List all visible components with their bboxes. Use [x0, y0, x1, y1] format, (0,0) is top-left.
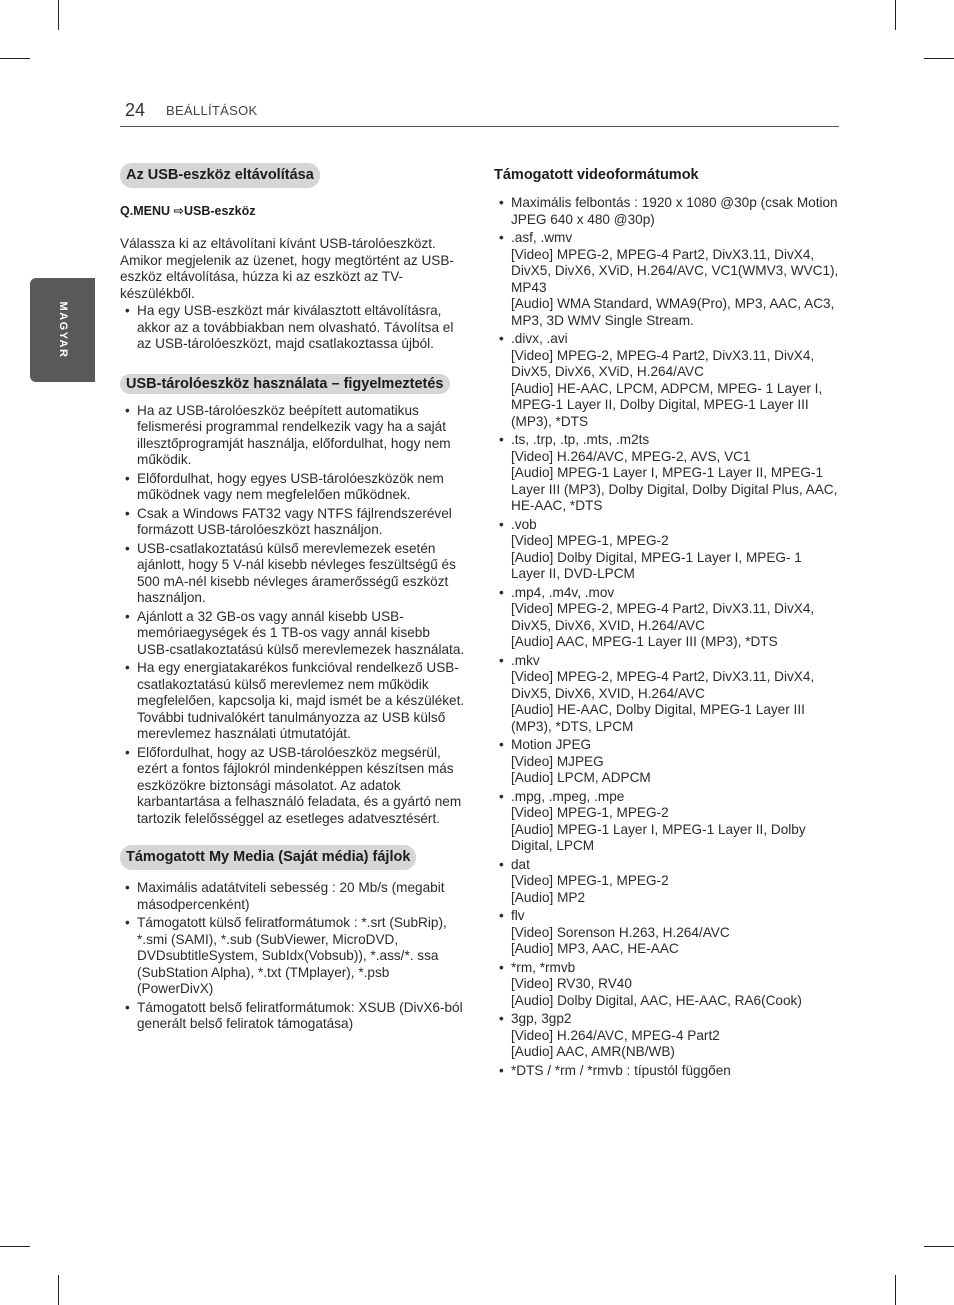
format-item: [494, 517, 839, 583]
format-detail: [Audio] LPCM, ADPCM: [511, 770, 651, 785]
format-detail: [Audio] MPEG-1 Layer I, MPEG-1 Layer II, MPEG-1 Layer III (MP3), Dolby Digital, Dolby Digital Plus, AAC, HE-AAC, *DTS: [511, 465, 838, 513]
video-formats-heading: Támogatott videoformátumok: [494, 167, 699, 183]
format-item: [494, 789, 839, 855]
list-item: • Csak a Windows FAT32 vagy NTFS fájlrendszerével formázott USB-tárolóeszközt használjon.: [120, 506, 465, 539]
section-heading: Az USB-eszköz eltávolítása: [120, 163, 320, 188]
list-item: • Ha egy energiatakarékos funkcióval rendelkező USB-csatlakoztatású külső merevlemez nem működik megfelelően, kapcsolja ki, majd ismét be a készüléket. További tudnivalókért tanulmányozza az USB külső merevlemez használati útmutatóját.: [120, 660, 465, 743]
menu-path-prefix: Q.MENU: [120, 204, 174, 218]
format-item: [494, 653, 839, 736]
format-name: • *rm, *rmvb: [511, 959, 576, 975]
list-item: • Maximális adatátviteli sebesség : 20 Mb/s (megabit másodpercenként): [120, 880, 465, 913]
format-name: • Maximális felbontás : 1920 x 1080 @30p (csak Motion JPEG 640 x 480 @30p): [511, 195, 838, 227]
language-tab: [30, 278, 95, 382]
format-name: • .asf, .wmv: [511, 230, 573, 245]
crop-mark: [58, 1275, 59, 1305]
format-name: • *DTS / *rm / *rmvb : típustól függően: [511, 1062, 731, 1078]
format-name: • .ts, .trp, .tp, .mts, .m2ts: [511, 432, 650, 447]
list-item: • Előfordulhat, hogy az USB-tárolóeszköz megsérül, ezért a fontos fájlokról mindenképpen készítsen más eszközökre biztonsági másolatot. Az adatok karbantartása a felhasználó feladata, és a gyártó nem tartozik felelősséggel az esetleges adatvesztésért.: [120, 745, 465, 828]
format-item: [494, 230, 839, 329]
format-item: [494, 1063, 839, 1080]
list-item: • Ha az USB-tárolóeszköz beépített automatikus felismerési programmal rendelkezik vagy ha a saját illesztőprogramját használja, előfordulhat, hogy nem működik.: [120, 403, 465, 469]
format-detail: [Video] MPEG-2, MPEG-4 Part2, DivX3.11, DivX4, DivX5, DivX6, XVID, H.264/AVC: [511, 669, 815, 701]
format-detail: [Audio] Dolby Digital, AAC, HE-AAC, RA6(Cook): [511, 992, 802, 1008]
format-detail: [Video] MPEG-1, MPEG-2: [511, 805, 669, 820]
page-number: 24: [125, 100, 146, 120]
crop-mark: [0, 1246, 30, 1247]
menu-path: [120, 203, 465, 218]
format-item: [494, 857, 839, 907]
bullet-list: [120, 880, 465, 1033]
page-header: [120, 96, 839, 127]
format-name: • dat: [511, 856, 530, 872]
format-detail: [Audio] AAC, AMR(NB/WB): [511, 1044, 675, 1059]
crop-mark: [0, 58, 30, 59]
format-item: [494, 1011, 839, 1061]
format-item: [494, 432, 839, 515]
format-name: • Motion JPEG: [511, 737, 592, 752]
crop-mark: [895, 1275, 896, 1305]
format-name: • flv: [511, 908, 525, 923]
format-item: [494, 960, 839, 1010]
list-item: • Ha egy USB-eszközt már kiválasztott eltávolításra, akkor az a továbbiakban nem olvasható. Távolítsa el az USB-tárolóeszközt, majd csatlakoztassa újból.: [120, 303, 465, 353]
format-name: • 3gp, 3gp2: [511, 1011, 572, 1026]
list-item: • Támogatott belső feliratformátumok: XSUB (DivX6-ból generált belső feliratok támogatása): [120, 1000, 465, 1033]
usb-remove-section: [120, 163, 465, 353]
format-name: • .mpg, .mpeg, .mpe: [511, 788, 625, 804]
format-detail: [Audio] MP3, AAC, HE-AAC: [511, 941, 679, 956]
format-detail: [Audio] AAC, MPEG-1 Layer III (MP3), *DTS: [511, 634, 778, 649]
format-item: [494, 585, 839, 651]
list-item: • USB-csatlakoztatású külső merevlemezek esetén ajánlott, hogy 5 V-nál kisebb névleges feszültségű és 500 mA-nél kisebb névleges áramerősségű eszközt használjon.: [120, 541, 465, 607]
bullet-list: [120, 303, 465, 353]
format-name: • .vob: [511, 516, 537, 532]
format-name: • .mp4, .m4v, .mov: [511, 584, 615, 600]
paragraph: Válassza ki az eltávolítani kívánt USB-tárolóeszközt. Amikor megjelenik az üzenet, hogy megtörtént az USB-eszköz eltávolítása, húzza ki az eszközt az TV-készülékből.: [120, 236, 454, 301]
language-tab-label: MAGYAR: [56, 301, 69, 359]
crop-mark: [895, 0, 896, 30]
format-detail: [Audio] HE-AAC, Dolby Digital, MPEG-1 Layer III (MP3), *DTS, LPCM: [511, 702, 805, 734]
usb-warning-section: [120, 373, 465, 828]
format-detail: [Video] MPEG-2, MPEG-4 Part2, DivX3.11, DivX4, DivX5, DivX6, XVID, H.264/AVC: [511, 601, 815, 633]
format-name: • .divx, .avi: [511, 331, 568, 346]
list-item: • Előfordulhat, hogy egyes USB-tárolóeszközök nem működnek vagy nem megfelelően működnek.: [120, 471, 465, 504]
section-heading: [120, 373, 465, 395]
crop-mark: [58, 0, 59, 30]
format-detail: [Video] MJPEG: [511, 753, 604, 769]
format-name: • .mkv: [511, 652, 540, 668]
video-formats-list: [494, 195, 839, 1079]
arrow-icon: ⇨: [173, 204, 184, 218]
format-detail: [Audio] MPEG-1 Layer I, MPEG-1 Layer II, Dolby Digital, LPCM: [511, 821, 806, 853]
format-item: [494, 195, 839, 228]
format-detail: [Audio] WMA Standard, WMA9(Pro), MP3, AAC, AC3, MP3, 3D WMV Single Stream.: [511, 296, 835, 328]
format-item: [494, 737, 839, 787]
list-item: • Ajánlott a 32 GB-os vagy annál kisebb USB-memóriaegységek és 1 TB-os vagy annál kisebb USB-csatlakoztatású külső merevlemezek használata.: [120, 609, 465, 659]
section-name: BEÁLLÍTÁSOK: [166, 103, 258, 118]
format-detail: [Video] MPEG-2, MPEG-4 Part2, DivX3.11, DivX4, DivX5, DivX6, XViD, H.264/AVC: [511, 347, 815, 379]
crop-mark: [924, 58, 954, 59]
section-heading-text: USB-tárolóeszköz használata – figyelmeztetés: [120, 374, 450, 394]
format-detail: [Audio] Dolby Digital, MPEG-1 Layer I, MPEG- 1 Layer II, DVD-LPCM: [511, 549, 802, 581]
format-detail: [Video] MPEG-1, MPEG-2: [511, 533, 669, 548]
section-heading: Támogatott My Media (Saját média) fájlok: [120, 845, 416, 870]
format-detail: [Video] Sorenson H.263, H.264/AVC: [511, 924, 730, 940]
menu-path-target: USB-eszköz: [183, 204, 256, 218]
crop-mark: [924, 1246, 954, 1247]
left-column: [120, 163, 465, 1035]
format-detail: [Video] H.264/AVC, MPEG-4 Part2: [511, 1027, 720, 1043]
format-item: [494, 331, 839, 430]
format-detail: [Video] MPEG-1, MPEG-2: [511, 873, 669, 888]
format-detail: [Video] H.264/AVC, MPEG-2, AVS, VC1: [511, 448, 751, 464]
format-item: [494, 908, 839, 958]
right-column: [494, 167, 839, 1081]
list-item: • Támogatott külső feliratformátumok : *.srt (SubRip), *.smi (SAMI), *.sub (SubViewer, MicroDVD, DVDsubtitleSystem, SubIdx(Vobsub)), *.ass/*. ssa (SubStation Alpha), *.txt (TMplayer), *.psb (PowerDivX): [120, 915, 465, 998]
format-detail: [Video] RV30, RV40: [511, 976, 632, 991]
format-detail: [Audio] HE-AAC, LPCM, ADPCM, MPEG- 1 Layer I, MPEG-1 Layer II, Dolby Digital, MPEG-1 Layer III (MP3), *DTS: [511, 380, 823, 429]
bullet-list: [120, 403, 465, 828]
format-detail: [Audio] MP2: [511, 889, 586, 905]
format-detail: [Video] MPEG-2, MPEG-4 Part2, DivX3.11, DivX4, DivX5, DivX6, XViD, H.264/AVC, VC1(WMV3, WVC1), MP43: [511, 246, 839, 295]
my-media-section: [120, 845, 465, 1033]
